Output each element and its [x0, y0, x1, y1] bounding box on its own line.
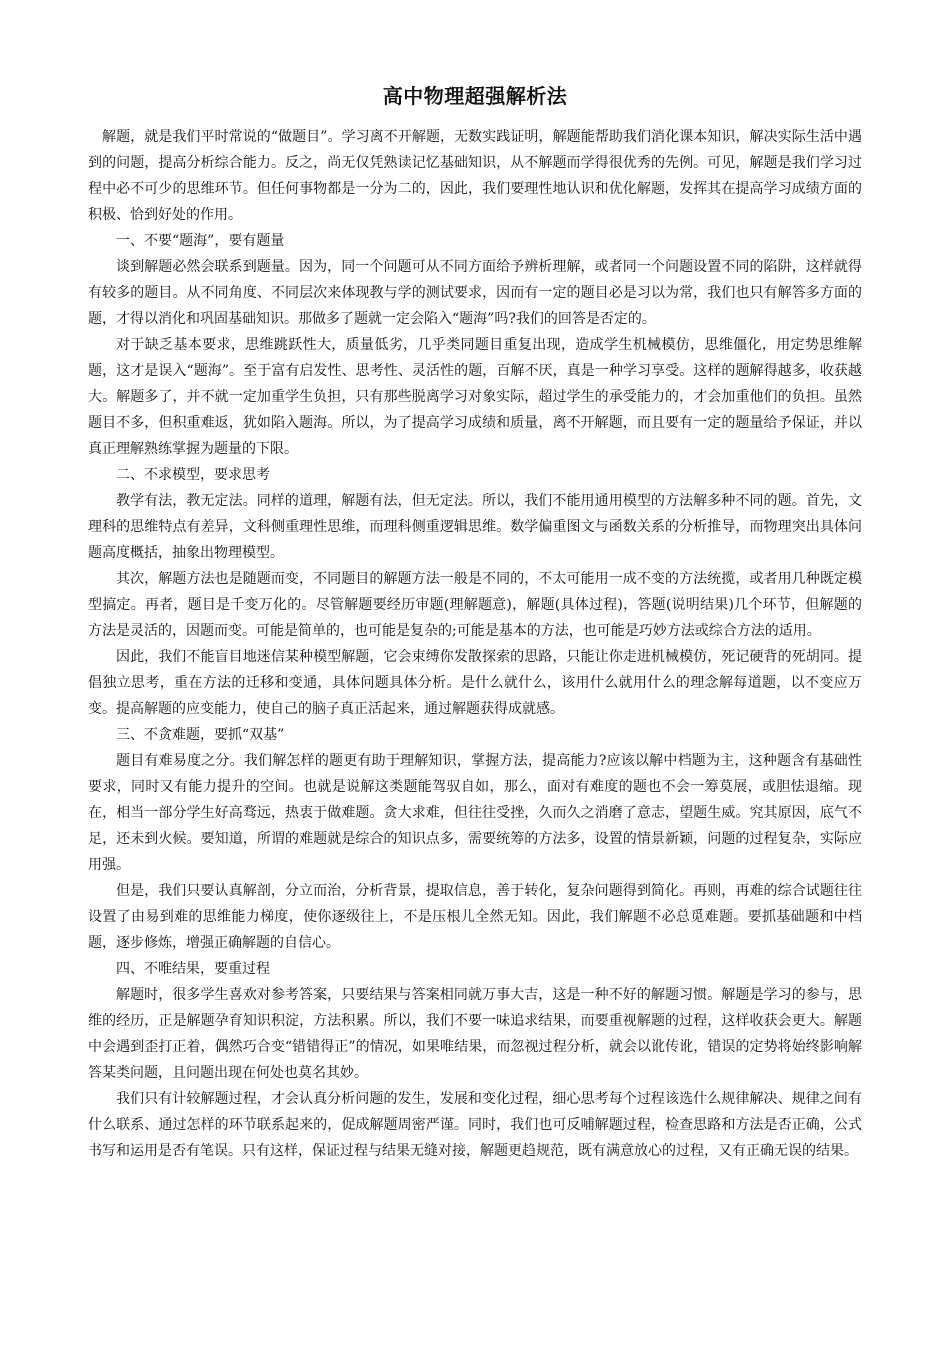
section-heading-1: 一、不要“题海”，要有题量 — [116, 233, 285, 249]
section-2-paragraph-3: 因此，我们不能盲目地迷信某种模型解题，它会束缚你发散探索的思路，只能让你走进机械模仿，死记硬背的死胡同。提倡独立思考，重在方法的迁移和变通，具体问题具体分析。是什么就什么，该用什么就用什么的理念解每道题，以不变应万变。提高解题的应变能力，使自己的脑子真正活起来，通过解题获得成就感。 — [88, 649, 862, 717]
section-2-paragraph-1: 教学有法，教无定法。同样的道理，解题有法，但无定法。所以，我们不能用通用模型的方法解多种不同的题。首先，文理科的思维特点有差异，文科侧重理性思维，而理科侧重逻辑思维。数学偏重图文与函数关系的分析推导，而物理突出具体问题高度概括，抽象出物理模型。 — [88, 493, 862, 561]
section-4-paragraph-1: 解题时，很多学生喜欢对参考答案，只要结果与答案相同就万事大吉，这是一种不好的解题习惯。解题是学习的参与，思维的经历，正是解题孕育知识积淀，方法积累。所以，我们不要一味追求结果，而要重视解题的过程，这样收获会更大。解题中会遇到歪打正着，偶然巧合变“错错得正”的情况，如果唯结果，而忽视过程分析，就会以讹传讹，错误的定势将始终影响解答某类问题，且问题出现在何处也莫名其妙。 — [88, 987, 862, 1081]
section-3-paragraph-2: 但是，我们只要认真解剖，分立而治，分析背景，提取信息，善于转化，复杂问题得到简化。再则，再难的综合试题往往设置了由易到难的思维能力梯度，使你逐级往上，不是压根儿全然无知。因此，我们解题不必总觅难题。要抓基础题和中档题，逐步修炼，增强正确解题的自信心。 — [88, 883, 862, 951]
section-1-paragraph-1: 谈到解题必然会联系到题量。因为，同一个问题可从不同方面给予辨析理解，或者同一个问题设置不同的陷阱，这样就得有较多的题目。从不同角度、不同层次来体现教与学的测试要求，因而有一定的题目必是习以为常，我们也只有解答多方面的题，才得以消化和巩固基础知识。那做多了题就一定会陷入“题海”吗?我们的回答是否定的。 — [88, 259, 862, 327]
section-heading-2: 二、不求模型，要求思考 — [116, 467, 270, 483]
section-heading-3: 三、不贪难题，要抓“双基” — [116, 727, 285, 743]
section-4-paragraph-2: 我们只有计较解题过程，才会认真分析问题的发生，发展和变化过程，细心思考每个过程该选什么规律解决、规律之间有什么联系、通过怎样的环节联系起来的，促成解题周密严谨。同时，我们也可反哺解题过程，检查思路和方法是否正确，公式书写和运用是否有笔误。只有这样，保证过程与结果无缝对接，解题更趋规范，既有满意放心的过程，又有正确无误的结果。 — [88, 1091, 862, 1159]
section-3-paragraph-1: 题目有难易度之分。我们解怎样的题更有助于理解知识，掌握方法，提高能力?应该以解中档题为主，这种题含有基础性要求，同时又有能力提升的空间。也就是说解这类题能驾驭自如，那么，面对有难度的题也不会一筹莫展，或胆怯退缩。现在，相当一部分学生好高骛远，热衷于做难题。贪大求难，但往往受挫，久而久之消磨了意志，望题生威。究其原因，底气不足，还未到火候。要知道，所谓的难题就是综合的知识点多，需要统筹的方法多，设置的情景新颖，问题的过程复杂，实际应用强。 — [88, 753, 862, 873]
section-2-paragraph-2: 其次，解题方法也是随题而变，不同题目的解题方法一般是不同的，不太可能用一成不变的方法统揽，或者用几种既定模型搞定。再者，题目是千变万化的。尽管解题要经历审题(理解题意)，解题(具体过程)，答题(说明结果)几个环节，但解题的方法是灵活的，因题而变。可能是简单的，也可能是复杂的;可能是基本的方法，也可能是巧妙方法或综合方法的适用。 — [88, 571, 862, 639]
section-1-paragraph-2: 对于缺乏基本要求，思维跳跃性大，质量低劣，几乎类同题目重复出现，造成学生机械模仿，思维僵化，用定势思维解题，这才是误入“题海”。至于富有启发性、思考性、灵活性的题，百解不厌，真是一种学习享受。这样的题解得越多，收获越大。解题多了，并不就一定加重学生负担，只有那些脱离学习对象实际，超过学生的承受能力的，才会加重他们的负担。虽然题目不多，但积重难返，犹如陷入题海。所以，为了提高学习成绩和质量，离不开解题，而且要有一定的题量给予保证，并以真正理解熟练掌握为题量的下限。 — [88, 337, 862, 457]
document-title: 高中物理超强解析法 — [382, 84, 568, 108]
document-body — [88, 124, 862, 1164]
intro-paragraph: 解题，就是我们平时常说的“做题目”。学习离不开解题，无数实践证明，解题能帮助我们消化课本知识，解决实际生活中遇到的问题，提高分析综合能力。反之，尚无仅凭熟读记忆基础知识，从不解题而学得很优秀的先例。可见，解题是我们学习过程中必不可少的思维环节。但任何事物都是一分为二的，因此，我们要理性地认识和优化解题，发挥其在提高学习成绩方面的积极、恰到好处的作用。 — [88, 129, 862, 223]
section-heading-4: 四、不唯结果，要重过程 — [116, 961, 270, 977]
